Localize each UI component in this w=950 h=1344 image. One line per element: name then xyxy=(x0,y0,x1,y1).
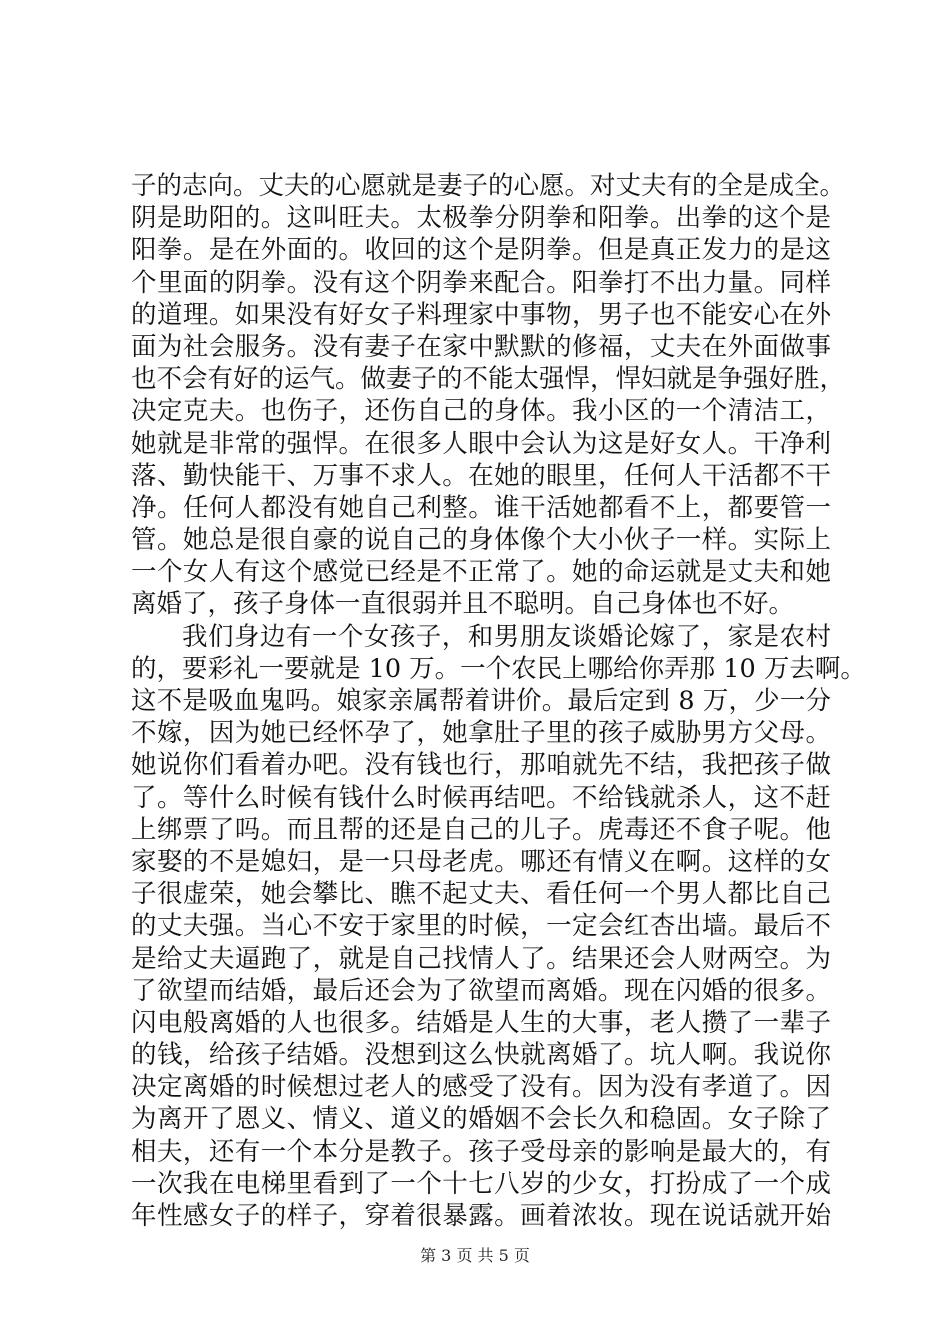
text-line: 相夫，还有一个本分是教子。孩子受母亲的影响是最大的，有 xyxy=(131,1136,831,1167)
text-line: 的道理。如果没有好女子料理家中事物，男子也不能安心在外 xyxy=(131,299,831,330)
text-line: 了。等什么时候有钱什么时候再结吧。不给钱就杀人，这不赶 xyxy=(131,782,831,813)
text-line: 也不会有好的运气。做妻子的不能太强悍，悍妇就是争强好胜， xyxy=(131,364,846,395)
text-line: 子很虚荣，她会攀比、瞧不起丈夫、看任何一个男人都比自己 xyxy=(131,879,831,910)
text-line: 她就是非常的强悍。在很多人眼中会认为这是好女人。干净利 xyxy=(131,428,831,459)
text-line: 她说你们看着办吧。没有钱也行，那咱就先不结，我把孩子做 xyxy=(131,750,831,781)
text-line: 离婚了，孩子身体一直很弱并且不聪明。自己身体也不好。 xyxy=(131,589,795,620)
text-line: 了欲望而结婚，最后还会为了欲望而离婚。现在闪婚的很多。 xyxy=(131,975,831,1006)
page-footer: 第 3 页 共 5 页 xyxy=(420,1246,530,1265)
text-line: 一个女人有这个感觉已经是不正常了。她的命运就是丈夫和她 xyxy=(131,557,831,588)
text-line: 一次我在电梯里看到了一个十七八岁的少女，打扮成了一个成 xyxy=(131,1168,831,1199)
text-line: 阳拳。是在外面的。收回的这个是阴拳。但是真正发力的是这 xyxy=(131,235,831,266)
text-line: 我们身边有一个女孩子，和男朋友谈婚论嫁了，家是农村 xyxy=(182,621,831,652)
text-line: 家娶的不是媳妇，是一只母老虎。哪还有情义在啊。这样的女 xyxy=(131,846,831,877)
text-line: 个里面的阴拳。没有这个阴拳来配合。阳拳打不出力量。同样 xyxy=(131,267,831,298)
text-line: 这不是吸血鬼吗。娘家亲属帮着讲价。最后定到 8 万，少一分 xyxy=(131,686,831,716)
text-line: 阴是助阳的。这叫旺夫。太极拳分阴拳和阳拳。出拳的这个是 xyxy=(131,203,831,234)
text-line: 的丈夫强。当心不安于家里的时候，一定会红杏出墙。最后不 xyxy=(131,911,831,942)
text-line: 的，要彩礼一要就是 10 万。一个农民上哪给你弄那 10 万去啊。 xyxy=(131,653,866,684)
text-line: 为离开了恩义、情义、道义的婚姻不会长久和稳固。女子除了 xyxy=(131,1104,831,1135)
text-line: 落、勤快能干、万事不求人。在她的眼里，任何人干活都不干 xyxy=(131,460,831,491)
text-line: 是给丈夫逼跑了，就是自己找情人了。结果还会人财两空。为 xyxy=(131,943,831,974)
text-line: 年性感女子的样子，穿着很暴露。画着浓妆。现在说话就开始 xyxy=(131,1201,831,1231)
text-line: 管。她总是很自豪的说自己的身体像个大小伙子一样。实际上 xyxy=(131,525,831,556)
text-line: 净。任何人都没有她自己利整。谁干活她都看不上，都要管一 xyxy=(131,492,831,523)
text-line: 面为社会服务。没有妻子在家中默默的修福，丈夫在外面做事 xyxy=(131,331,831,362)
text-line: 的钱，给孩子结婚。没想到这么快就离婚了。坑人啊。我说你 xyxy=(131,1040,831,1071)
text-line: 决定离婚的时候想过老人的感受了没有。因为没有孝道了。因 xyxy=(131,1072,831,1103)
text-line: 不嫁，因为她已经怀孕了，她拿肚子里的孩子威胁男方父母。 xyxy=(131,718,831,749)
body-text xyxy=(131,170,866,1232)
text-line: 决定克夫。也伤子，还伤自己的身体。我小区的一个清洁工， xyxy=(131,396,831,427)
text-line: 闪电般离婚的人也很多。结婚是人生的大事，老人攒了一辈子 xyxy=(131,1007,831,1038)
text-line: 子的志向。丈夫的心愿就是妻子的心愿。对丈夫有的全是成全。 xyxy=(131,171,846,201)
text-line: 上绑票了吗。而且帮的还是自己的儿子。虎毒还不食子呢。他 xyxy=(131,814,831,845)
